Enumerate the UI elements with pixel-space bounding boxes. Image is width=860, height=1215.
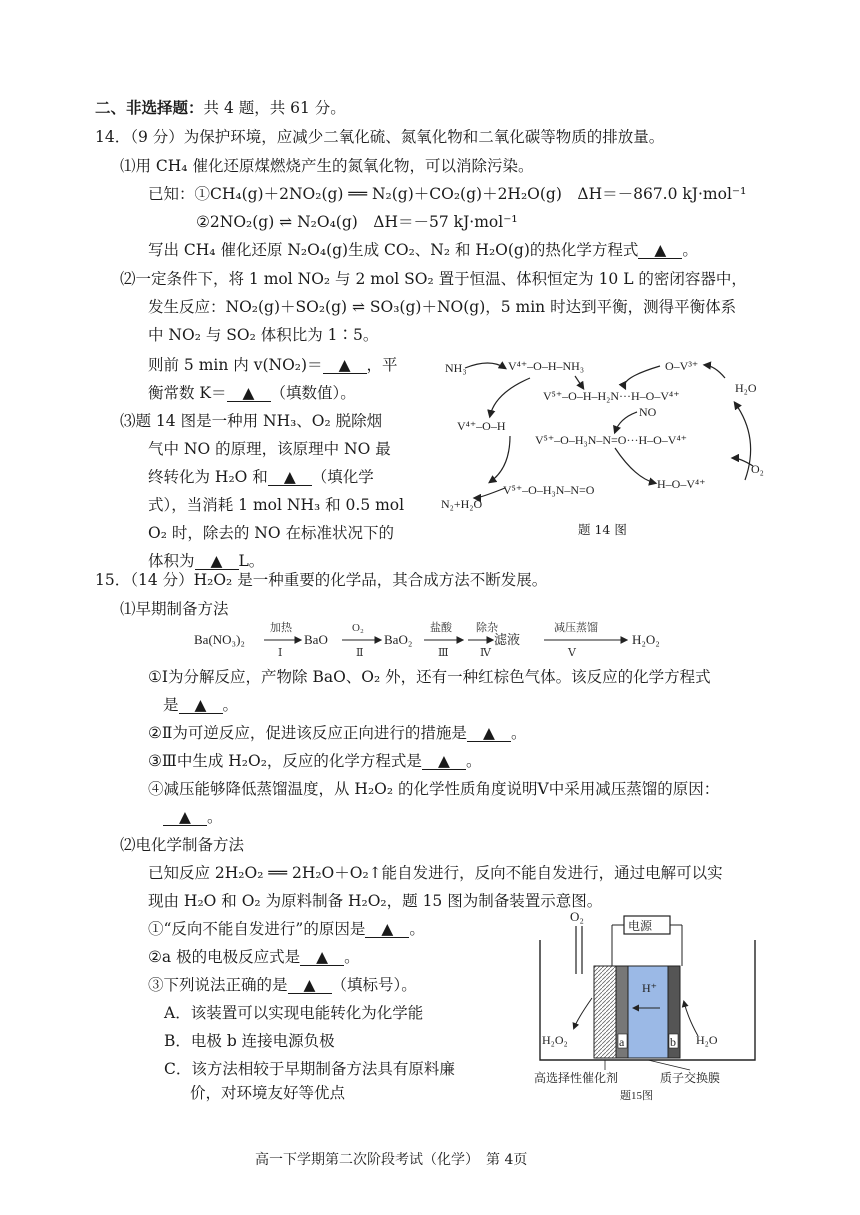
arrow-h2o-out: [705, 365, 725, 378]
species-bao2: BaO₂: [384, 632, 413, 647]
answer-blank[interactable]: ▲: [365, 921, 409, 938]
arrow-top-mid: [575, 376, 583, 388]
q14-ask-1: [148, 240, 698, 260]
label-power: 电源: [628, 919, 653, 933]
label-a: a: [619, 1035, 625, 1049]
q14-stem: 14．（9 分）为保护环境，应减少二氧化硫、氮氧化物和二氧化碳等物质的排放量。: [95, 128, 665, 146]
arrow-no-in: [615, 412, 637, 432]
q14-part3-c-end: （填化学: [311, 468, 374, 486]
q14-part2-e: [148, 383, 356, 403]
label-h-o-v4: H–O–V⁴⁺: [657, 477, 706, 491]
q14-part2-d-text: 则前 5 min 内 v(NO₂)＝: [148, 356, 323, 374]
cond-above-2: O₂: [352, 622, 364, 634]
label-v4-oh: V⁴⁺–O–H: [457, 419, 506, 433]
cond-above-5: 减压蒸馏: [554, 622, 598, 634]
proton-exchange-membrane: [628, 966, 668, 1058]
option-a[interactable]: A．该装置可以实现电能转化为化学能: [164, 1004, 424, 1022]
q15-sub1-a: ①Ⅰ为分解反应，产物除 BaO、O₂ 外，还有一种红棕色气体。该反应的化学方程式: [148, 668, 711, 686]
answer-blank[interactable]: ▲: [323, 357, 367, 374]
cond-below-4: Ⅳ: [480, 647, 491, 659]
label-no: NO: [639, 405, 657, 419]
option-c-line1[interactable]: C．该方法相较于早期制备方法具有原料廉: [164, 1060, 455, 1078]
figure-15-caption: 题15图: [620, 1090, 653, 1102]
section-header-rest: 共 4 题，共 61 分。: [203, 99, 346, 117]
answer-blank[interactable]: ▲: [179, 697, 223, 714]
q15-sub3-text: ③Ⅲ中生成 H₂O₂，反应的化学方程式是: [148, 752, 422, 770]
figure-14-caption: 题 14 图: [578, 522, 627, 537]
arrow-h2o2-out: [574, 998, 592, 1028]
q15-e4-text: ②a 极的电极反应式是: [148, 948, 301, 966]
q14-part3-d: 式），当消耗 1 mol NH₃ 和 0.5 mol: [148, 496, 405, 514]
cond-above-1: 加热: [270, 622, 292, 634]
period: 。: [207, 808, 223, 826]
q14-part3-a: ⑶题 14 图是一种用 NH₃、O₂ 脱除烟: [120, 412, 383, 430]
q14-known-2: ②2NO₂(g) ⇌ N₂O₄(g) ΔH＝－57 kJ·mol⁻¹: [196, 213, 518, 231]
period: 。: [344, 948, 360, 966]
q15-sub4: ④减压能够降低蒸馏温度，从 H₂O₂ 的化学性质角度说明Ⅴ中采用减压蒸馏的原因：: [148, 780, 720, 798]
arrow-h2o-in: [684, 1002, 698, 1036]
answer-blank[interactable]: ▲: [163, 809, 207, 826]
q14-part3-c: [148, 467, 374, 487]
answer-blank[interactable]: ▲: [300, 949, 344, 966]
answer-blank[interactable]: ▲: [422, 753, 466, 770]
label-catalyst: 高选择性催化剂: [534, 1071, 619, 1085]
q15-e3: [148, 919, 425, 939]
page-footer: 高一下学期第二次阶段考试（化学） 第 4页: [255, 1152, 528, 1168]
answer-blank[interactable]: ▲: [268, 469, 312, 486]
q14-part2-a: ⑵一定条件下，将 1 mol NO₂ 与 2 mol SO₂ 置于恒温、体积恒定为 10 L 的密闭容器中，: [120, 270, 747, 288]
q14-part2-c: 中 NO₂ 与 SO₂ 体积比为 1∶5。: [148, 326, 379, 344]
label-h2o-right: H₂O: [735, 381, 757, 395]
cond-below-3: Ⅲ: [438, 647, 449, 659]
q15-reaction-scheme: [194, 620, 674, 660]
label-n2-h2o: N₂+H₂O: [441, 497, 483, 511]
label-h2o-reactant: H₂O: [696, 1033, 718, 1047]
label-nh3: NH₃: [445, 361, 467, 375]
label-o2: O₂: [751, 462, 764, 476]
species-h2o2: H₂O₂: [632, 632, 660, 647]
q15-sub3: [148, 751, 481, 771]
answer-blank[interactable]: ▲: [467, 725, 511, 742]
q15-e4: [148, 947, 360, 967]
q15-e2: 现由 H₂O 和 O₂ 为原料制备 H₂O₂，题 15 图为制备装置示意图。: [148, 892, 603, 910]
figure-14-mechanism: [435, 348, 775, 523]
q15-sub2: [148, 723, 526, 743]
label-o-v3: O–V³⁺: [665, 359, 699, 373]
q15-sub2-text: ②Ⅱ为可逆反应，促进该反应正向进行的措施是: [148, 724, 467, 742]
q14-part2-d: [148, 355, 398, 375]
q14-part2-d-end: ，平: [366, 356, 398, 374]
arrow-left-top: [490, 378, 530, 416]
period: 。: [222, 696, 239, 714]
arrow-right-loop-top: [624, 366, 660, 388]
species-filtrate: 滤液: [494, 632, 521, 647]
q15-e5-end: （填标号）。: [331, 976, 417, 994]
q15-e5: [148, 975, 417, 995]
q14-part2-e-text: 衡常数 K＝: [148, 384, 227, 402]
answer-blank[interactable]: ▲: [227, 385, 271, 402]
catalyst-layer: [594, 966, 616, 1058]
q14-part3-f-text: 体积为: [148, 552, 195, 570]
q15-stem: 15．（14 分）H₂O₂ 是一种重要的化学品，其合成方法不断发展。: [95, 571, 548, 589]
q14-part2-e-end: （填数值）。: [270, 384, 356, 402]
q14-part3-f: [148, 551, 264, 571]
q15-e1: 已知反应 2H₂O₂ ══ 2H₂O＋O₂↑能自发进行，反向不能自发进行，通过电解可以实: [148, 864, 723, 882]
q15-e5-text: ③下列说法正确的是: [148, 976, 288, 994]
q15-sub4-answer: [163, 807, 223, 827]
q15-e3-text: ①“反向不能自发进行”的原因是: [148, 920, 366, 938]
answer-blank[interactable]: ▲: [638, 242, 682, 259]
section-header-label: 二、非选择题：: [95, 98, 204, 117]
option-b[interactable]: B．电极 b 连接电源负极: [164, 1032, 335, 1050]
option-c-line2: 价，对环境友好等优点: [190, 1084, 346, 1102]
arrow-nh3-in: [465, 363, 505, 368]
q14-ask-1-text: 写出 CH₄ 催化还原 N₂O₄(g)生成 CO₂、N₂ 和 H₂O(g)的热化学方程式: [148, 241, 639, 259]
q15-part1: ⑴早期制备方法: [120, 600, 229, 618]
species-ba-no3: Ba(NO₃)₂: [194, 632, 245, 647]
q14-part3-e: O₂ 时，除去的 NO 在标准状况下的: [148, 524, 394, 542]
q14-part3-f-end: L。: [238, 552, 265, 570]
arrow-left-bottom: [490, 436, 510, 482]
q15-part2: ⑵电化学制备方法: [120, 836, 245, 854]
q14-known-1: 已知：①CH₄(g)＋2NO₂(g) ══ N₂(g)＋CO₂(g)＋2H₂O(g) ΔH＝－867.0 kJ·mol⁻¹: [148, 185, 747, 203]
q14-part2-b: 发生反应：NO₂(g)＋SO₂(g) ⇌ SO₃(g)＋NO(g)，5 min 时达到平衡，测得平衡体系: [148, 298, 737, 316]
cond-below-2: Ⅱ: [356, 647, 364, 659]
answer-blank[interactable]: ▲: [288, 977, 332, 994]
label-h2o2-product: H₂O₂: [542, 1033, 568, 1047]
answer-blank[interactable]: ▲: [195, 553, 239, 570]
label-row4: V⁵⁺–O–H₃N–N=O···H–O–V⁴⁺: [535, 433, 687, 447]
label-row5: V⁵⁺–O–H₃N–N=O: [503, 483, 595, 497]
cond-below-1: Ⅰ: [278, 647, 283, 659]
section-header: [95, 98, 346, 118]
period: 。: [465, 752, 482, 770]
cond-above-4: 除杂: [476, 622, 498, 634]
arrow-right-down: [615, 448, 655, 483]
q14-part1: ⑴用 CH₄ 催化还原煤燃烧产生的氮氧化物，可以消除污染。: [120, 157, 534, 175]
period: 。: [682, 241, 698, 259]
arrow-right-up: [735, 403, 751, 480]
label-membrane: 质子交换膜: [660, 1071, 721, 1085]
period: 。: [409, 920, 425, 938]
q15-sub1-b: [163, 695, 238, 715]
species-bao: BaO: [304, 632, 328, 647]
cond-below-5: Ⅴ: [568, 647, 576, 659]
period: 。: [510, 724, 527, 742]
cond-above-3: 盐酸: [430, 622, 452, 634]
q14-part3-c-text: 终转化为 H₂O 和: [148, 468, 268, 486]
label-o2-inlet: O₂: [570, 909, 584, 924]
label-h-plus: H⁺: [642, 981, 657, 995]
label-v4-oh-nh3: V⁴⁺–O–H–NH₃: [508, 359, 585, 373]
q14-part3-b: 气中 NO 的原理，该原理中 NO 最: [148, 440, 391, 458]
q15-sub1-b-text: 是: [163, 696, 179, 714]
label-b: b: [670, 1035, 676, 1049]
label-row2: V⁵⁺–O–H–H₂N···H–O–V⁴⁺: [543, 389, 680, 403]
figure-15-electrolysis: [530, 908, 780, 1108]
